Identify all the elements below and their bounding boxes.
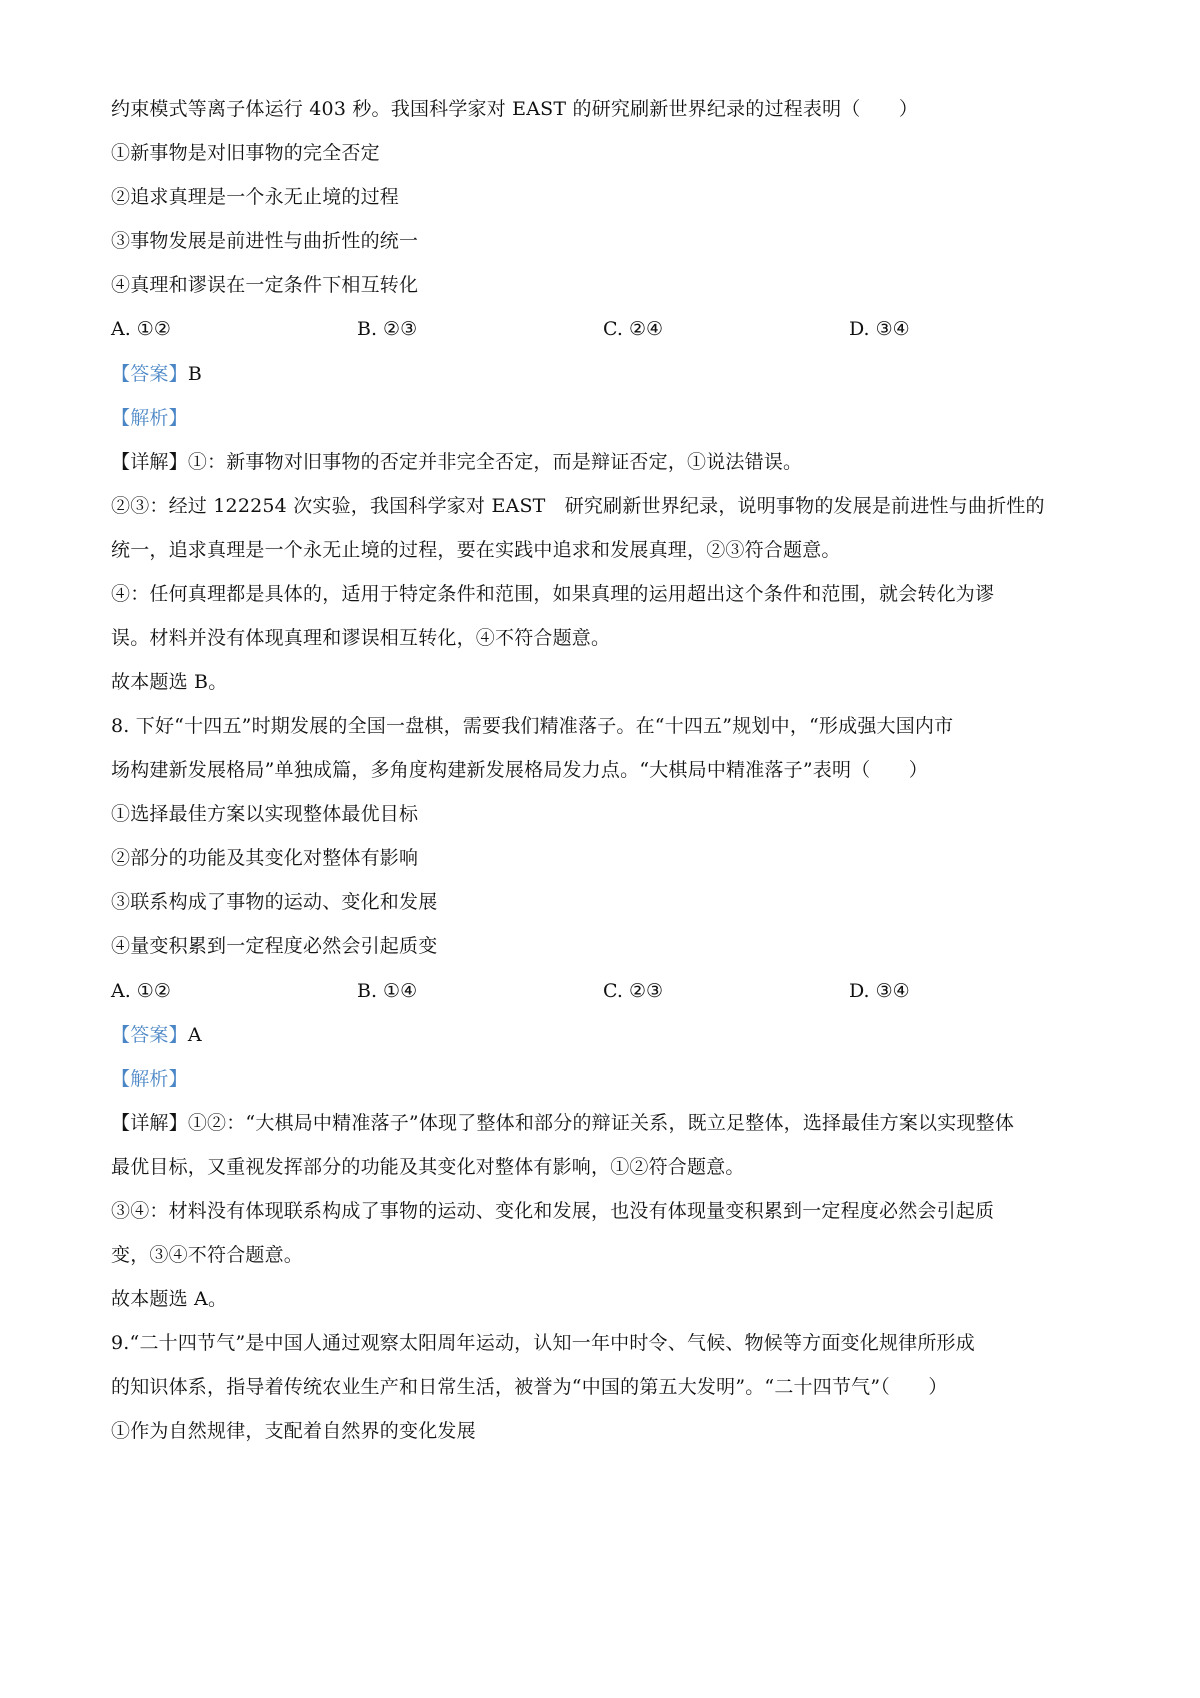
- q7-option-b: B. ②③: [357, 318, 418, 340]
- q8-analysis-tag: 【解析】: [111, 1068, 188, 1090]
- q7-item-1: ①新事物是对旧事物的完全否定: [111, 142, 380, 164]
- q8-analysis-row: [111, 1066, 1104, 1092]
- q8-item-1: ①选择最佳方案以实现整体最优目标: [111, 803, 419, 825]
- q8-option-c: C. ②③: [603, 980, 664, 1002]
- q7-analysis-row: [111, 405, 1104, 431]
- q9-stem-line-2: 的知识体系，指导着传统农业生产和日常生活，被誉为“中国的第五大发明”。“二十四节气”（ ）: [111, 1376, 948, 1398]
- q9-item-1: ①作为自然规律，支配着自然界的变化发展: [111, 1420, 476, 1442]
- q8-detail-line-2: 最优目标，又重视发挥部分的功能及其变化对整体有影响，①②符合题意。: [111, 1156, 745, 1178]
- q8-stem-line-1: 8. 下好“十四五”时期发展的全国一盘棋，需要我们精准落子。在“十四五”规划中，“形成强大国内市: [111, 715, 954, 737]
- q7-item-3: ③事物发展是前进性与曲折性的统一: [111, 230, 419, 252]
- q7-stem-tail: 约束模式等离子体运行 403 秒。我国科学家对 EAST 的研究刷新世界纪录的过程表明（ ）: [111, 98, 919, 120]
- q7-item-4: ④真理和谬误在一定条件下相互转化: [111, 274, 419, 296]
- q7-detail-line-3: 统一，追求真理是一个永无止境的过程，要在实践中追求和发展真理，②③符合题意。: [111, 539, 841, 561]
- q7-detail-line-1: [111, 449, 1104, 475]
- q8-item-4: ④量变积累到一定程度必然会引起质变: [111, 935, 438, 957]
- q8-answer-tag: 【答案】: [111, 1024, 188, 1046]
- q8-option-d: D. ③④: [849, 980, 910, 1002]
- q8-answer-row: [111, 1022, 1104, 1048]
- q8-stem-line-2: 场构建新发展格局”单独成篇，多角度构建新发展格局发力点。“大棋局中精准落子”表明（ ）: [111, 759, 928, 781]
- q7-item-2: ②追求真理是一个永无止境的过程: [111, 186, 400, 208]
- q7-option-a: A. ①②: [111, 318, 171, 340]
- q8-detail-line-1: [111, 1110, 1104, 1136]
- q7-detail-line-2: ②③：经过 122254 次实验，我国科学家对 EAST 研究刷新世界纪录，说明事物的发展是前进性与曲折性的: [111, 495, 1045, 517]
- q7-detail-label: 【详解】: [111, 451, 188, 473]
- q8-detail-line-3: ③④：材料没有体现联系构成了事物的运动、变化和发展，也没有体现量变积累到一定程度必然会引起质: [111, 1200, 995, 1222]
- q9-stem-line-1: 9.“二十四节气”是中国人通过观察太阳周年运动，认知一年中时令、气候、物候等方面变化规律所形成: [111, 1332, 975, 1354]
- q7-detail-text-1: ①：新事物对旧事物的否定并非完全否定，而是辩证否定，①说法错误。: [187, 451, 803, 473]
- q7-detail-line-5: 误。材料并没有体现真理和谬误相互转化，④不符合题意。: [111, 627, 611, 649]
- q8-conclusion: 故本题选 A。: [111, 1288, 228, 1310]
- q8-detail-label: 【详解】: [111, 1112, 188, 1134]
- q8-item-2: ②部分的功能及其变化对整体有影响: [111, 847, 419, 869]
- q8-option-a: A. ①②: [111, 980, 171, 1002]
- q8-answer: A: [187, 1024, 202, 1046]
- q8-option-b: B. ①④: [357, 980, 418, 1002]
- q7-answer-row: [111, 361, 1104, 387]
- q7-option-c: C. ②④: [603, 318, 664, 340]
- q7-analysis-tag: 【解析】: [111, 407, 188, 429]
- q7-detail-line-4: ④：任何真理都是具体的，适用于特定条件和范围，如果真理的运用超出这个条件和范围，就会转化为谬: [111, 583, 995, 605]
- q7-answer: B: [187, 363, 202, 385]
- q8-item-3: ③联系构成了事物的运动、变化和发展: [111, 891, 438, 913]
- q7-conclusion: 故本题选 B。: [111, 671, 228, 693]
- q8-detail-text-1: ①②：“大棋局中精准落子”体现了整体和部分的辩证关系，既立足整体，选择最佳方案以实现整体: [187, 1112, 1015, 1134]
- q8-detail-line-4: 变，③④不符合题意。: [111, 1244, 304, 1266]
- q7-answer-tag: 【答案】: [111, 363, 188, 385]
- q7-option-d: D. ③④: [849, 318, 910, 340]
